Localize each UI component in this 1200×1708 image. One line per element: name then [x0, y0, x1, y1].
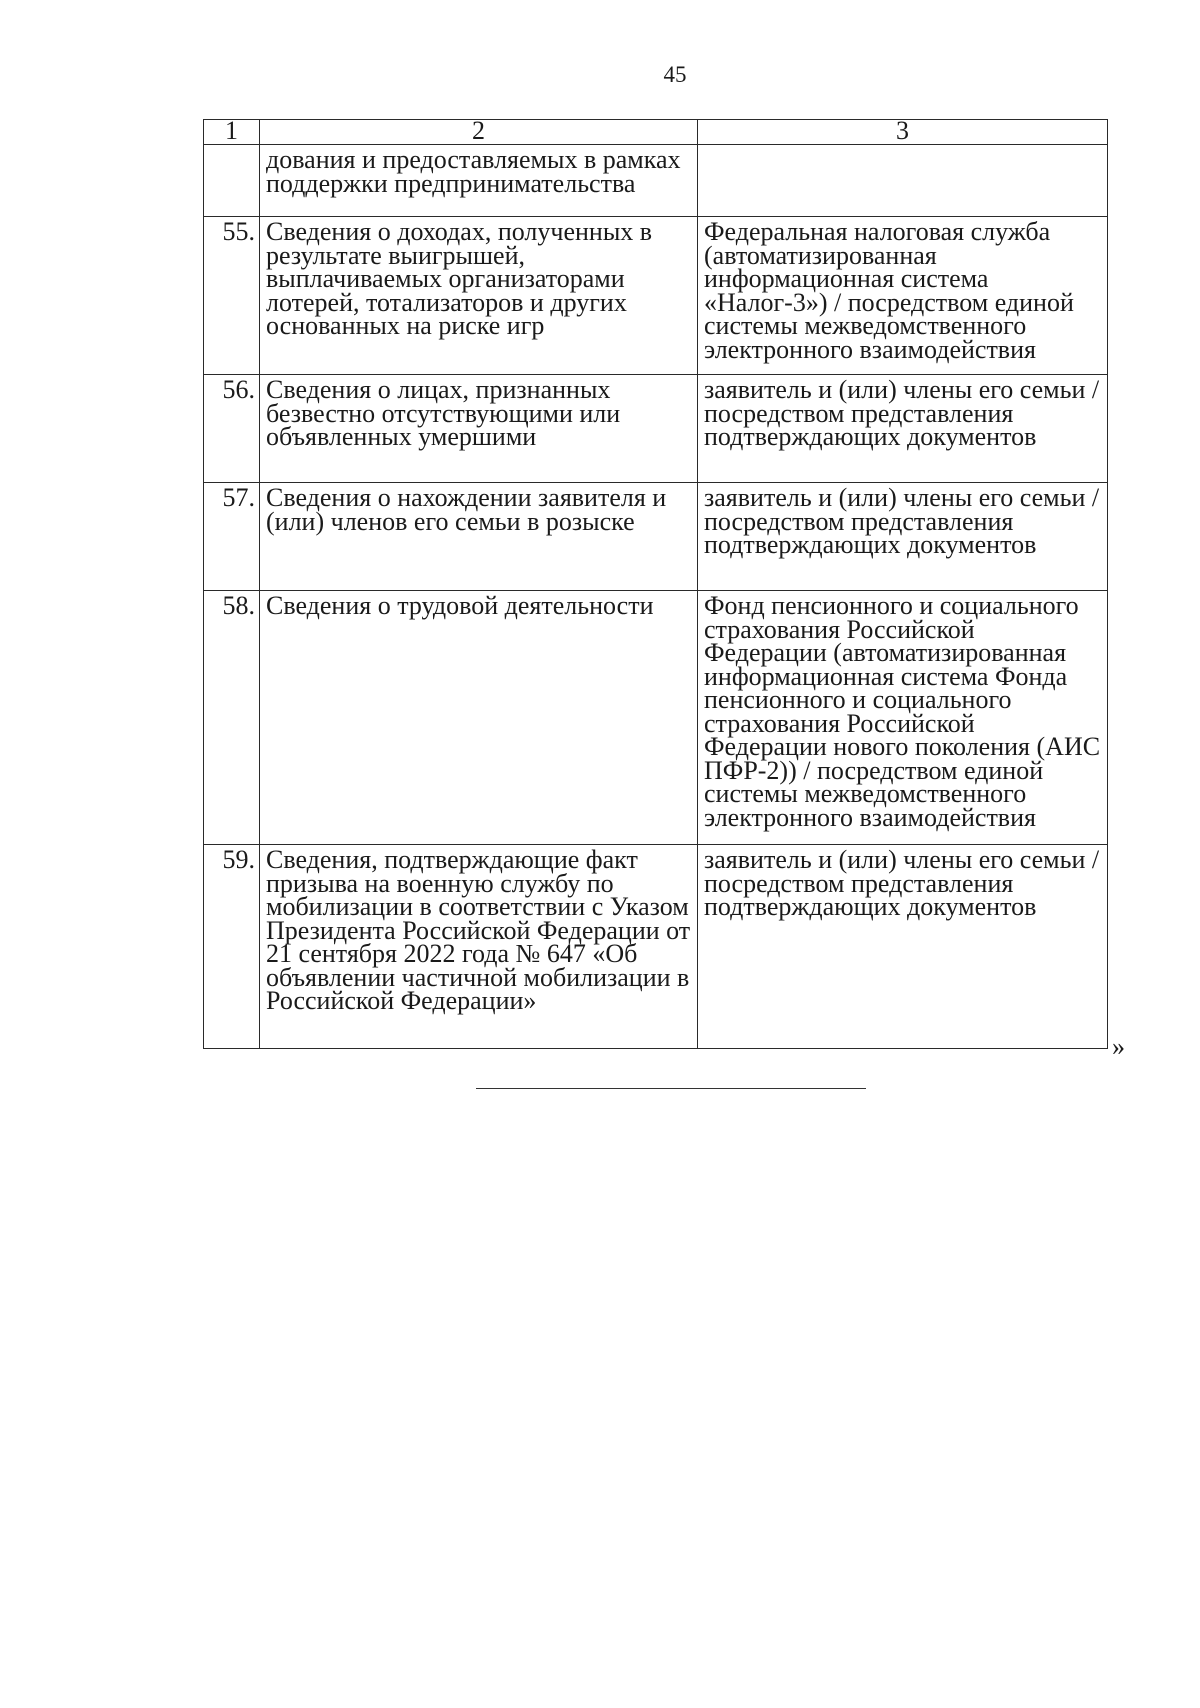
page-number: 45 — [663, 62, 687, 87]
column-header-number: 1 — [204, 120, 260, 145]
row-number: 55. — [204, 217, 260, 375]
row-info: Сведения о лицах, признанных безвестно отсутствующими или объявленных умершими — [260, 375, 698, 483]
row-info: Сведения о нахождении заявителя и (или) членов его семьи в розыске — [260, 483, 698, 591]
row-source: заявитель и (или) члены его семьи / посредством представления подтверждающих документов — [698, 483, 1108, 591]
row-info: Сведения, подтверждающие факт призыва на военную службу по мобилизации в соответствии с Указом Президента Российской Федерации от 21 сентября 2022 года № 647 «Об объявлении частичной мобилизации в Российской Федерации» — [260, 845, 698, 1049]
row-info: Сведения о трудовой деятельности — [260, 591, 698, 845]
row-number: 57. — [204, 483, 260, 591]
row-info: дования и предоставляемых в рамках поддержки предпринимательства — [260, 145, 698, 217]
row-source: заявитель и (или) члены его семьи / посредством представления подтверждающих документов — [698, 375, 1108, 483]
column-header-source: 3 — [698, 120, 1108, 145]
row-source: Фонд пенсионного и социального страхования Российской Федерации (автоматизированная информационная система Фонда пенсионного и социального страхования Российской Федерации нового поколения (АИС ПФР-2)) / посредством единой системы межведомственного электронного взаимодействия — [698, 591, 1108, 845]
row-source: заявитель и (или) члены его семьи / посредством представления подтверждающих документов — [698, 845, 1108, 1049]
row-info: Сведения о доходах, полученных в результате выигрышей, выплачиваемых организаторами лотерей, тотализаторов и других основанных на риске игр — [260, 217, 698, 375]
row-number: 58. — [204, 591, 260, 845]
row-number — [204, 145, 260, 217]
document-table — [203, 116, 1108, 1049]
table-row — [204, 591, 1108, 845]
closing-quote: » — [1112, 1032, 1125, 1061]
table-row — [204, 145, 1108, 217]
table-row — [204, 845, 1108, 1049]
row-number: 59. — [204, 845, 260, 1049]
table-row — [204, 483, 1108, 591]
row-number: 56. — [204, 375, 260, 483]
column-header-info: 2 — [260, 120, 698, 145]
table-header-row — [204, 120, 1108, 145]
footer-divider — [476, 1088, 866, 1089]
table-row — [204, 375, 1108, 483]
row-source — [698, 145, 1108, 217]
table-row — [204, 217, 1108, 375]
row-source: Федеральная налоговая служба (автоматизированная информационная система «Налог-3») / посредством единой системы межведомственного электронного взаимодействия — [698, 217, 1108, 375]
